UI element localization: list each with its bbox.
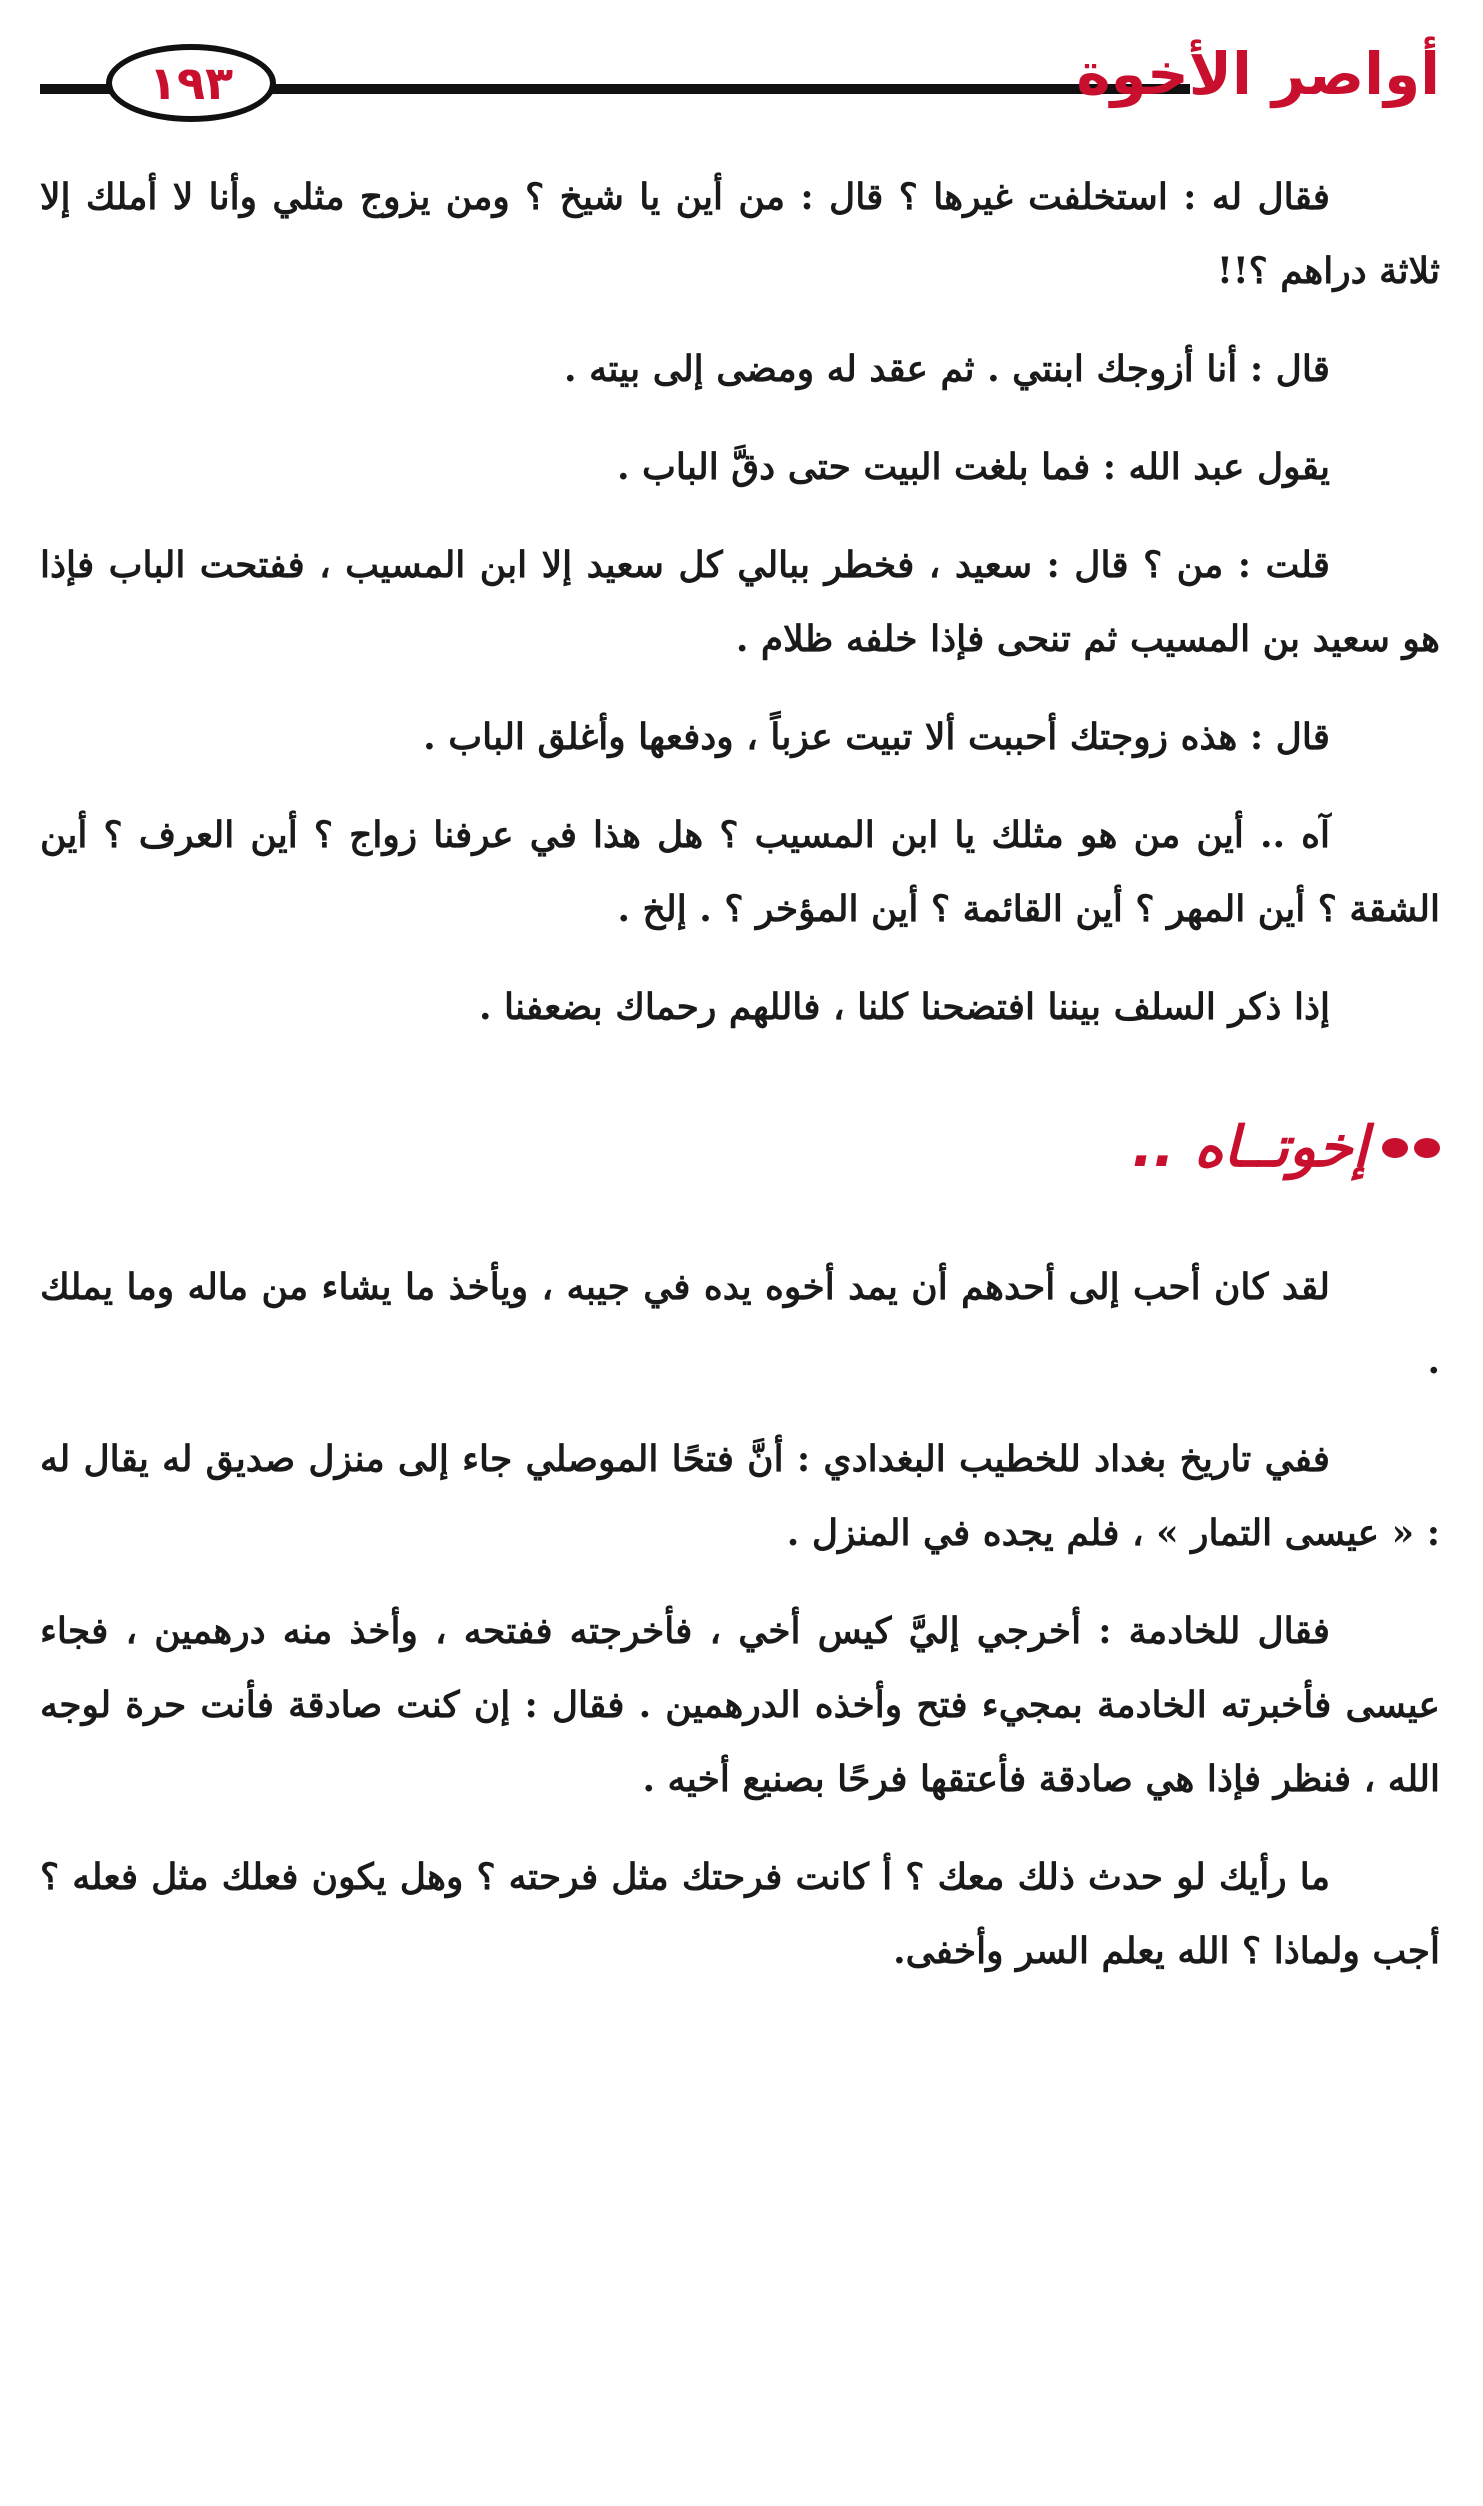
page-body (40, 160, 1440, 2012)
paragraph: يقول عبد الله : فما بلغت البيت حتى دقَّ الباب . (616, 446, 1330, 488)
section-title: إخوتــاه .. (1132, 1115, 1368, 1180)
paragraph: فقال له : استخلفت غيرها ؟ قال : من أين يا شيخ ؟ ومن يزوج مثلي وأنا لا أملك إلا ثلاثة دراهم ؟!! (40, 176, 1440, 292)
paragraph: آه .. أين من هو مثلك يا ابن المسيب ؟ هل هذا في عرفنا زواج ؟ أين العرف ؟ أين الشقة ؟ أين المهر ؟ أين القائمة ؟ أين المؤخر ؟ . إلخ . (40, 814, 1440, 930)
paragraph: ما رأيك لو حدث ذلك معك ؟ أ كانت فرحتك مثل فرحته ؟ وهل يكون فعلك مثل فعله ؟ أجب ولماذا ؟ الله يعلم السر وأخفى. (40, 1856, 1440, 1972)
paragraph: قلت : من ؟ قال : سعيد ، فخطر ببالي كل سعيد إلا ابن المسيب ، ففتحت الباب فإذا هو سعيد بن المسيب ثم تنحى فإذا خلفه ظلام . (40, 544, 1440, 660)
paragraph: ففي تاريخ بغداد للخطيب البغدادي : أنَّ فتحًا الموصلي جاء إلى منزل صديق له يقال له : « عيسى التمار » ، فلم يجده في المنزل . (40, 1438, 1440, 1554)
paragraph: لقد كان أحب إلى أحدهم أن يمد أخوه يده في جيبه ، ويأخذ ما يشاء من ماله وما يملك . (40, 1266, 1440, 1382)
page-number: ١٩٣ (106, 44, 276, 122)
paragraph: إذا ذكر السلف بيننا افتضحنا كلنا ، فاللهم رحماك بضعفنا . (478, 986, 1330, 1028)
paragraph: قال : أنا أزوجك ابنتي . ثم عقد له ومضى إلى بيته . (564, 348, 1330, 390)
page-header (40, 30, 1440, 140)
paragraph: قال : هذه زوجتك أحببت ألا تبيت عزباً ، ودفعها وأغلق الباب . (423, 716, 1330, 758)
book-title: أواصر الأخوة (1076, 40, 1440, 108)
header-rule-left (40, 84, 110, 94)
header-rule-right (272, 84, 1190, 94)
section-heading (40, 1108, 1440, 1188)
heading-bullet-icon (1382, 1138, 1440, 1158)
paragraph: فقال للخادمة : أخرجي إليَّ كيس أخي ، فأخرجته ففتحه ، وأخذ منه درهمين ، فجاء عيسى فأخبرته الخادمة بمجيء فتح وأخذه الدرهمين . فقال : إن كنت صادقة فأنت حرة لوجه الله ، فنظر فإذا هي صادقة فأعتقها فرحًا بصنيع أخيه . (40, 1610, 1440, 1800)
